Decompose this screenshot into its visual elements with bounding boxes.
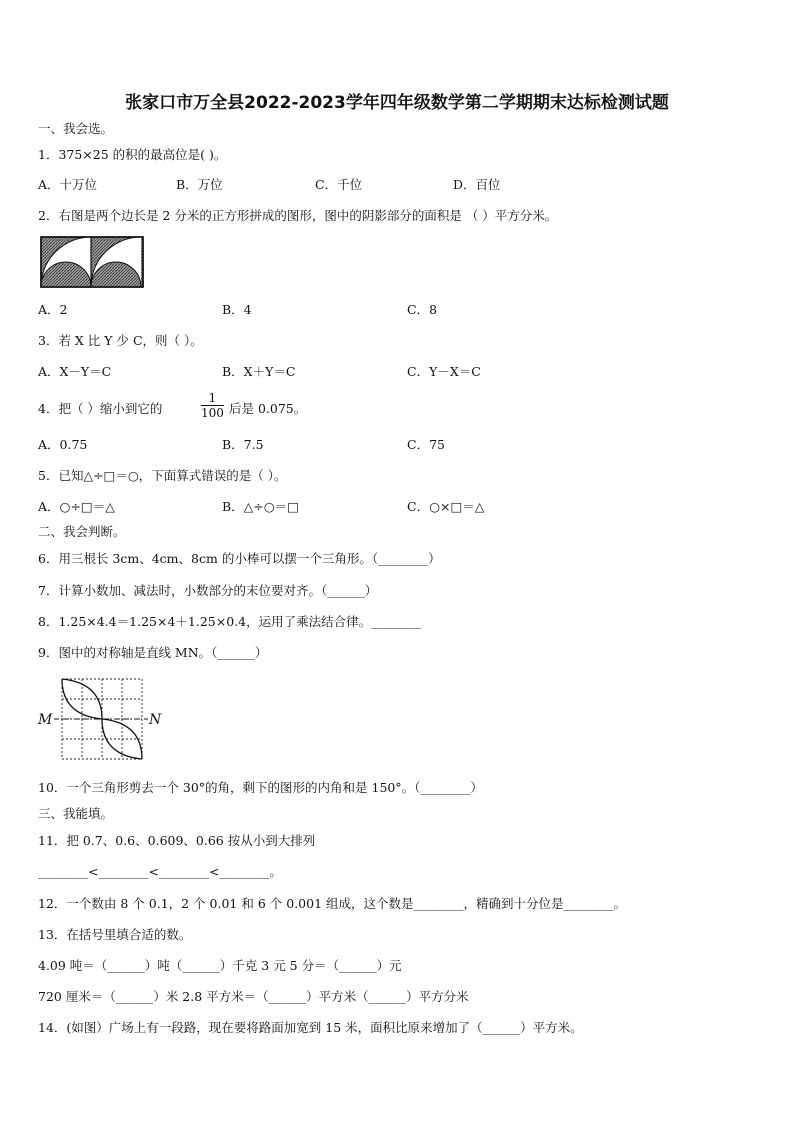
q1-option-a: A．十万位 [38,177,98,192]
q1-option-c: C．千位 [315,177,363,192]
q5-option-b: B．△÷○＝□ [222,499,299,514]
question-11: 11．把 0.7、0.6、0.609、0.66 按从小到大排列 [38,833,316,848]
question-13-line-1: 4.09 吨＝（______）吨（______）千克 3 元 5 分＝（______）元 [38,958,402,973]
question-12: 12．一个数由 8 个 0.1，2 个 0.01 和 6 个 0.001 组成，这个数是________，精确到十分位是________。 [38,896,626,911]
q9-label-n: N [149,712,162,728]
q4-option-b: B．7.5 [222,437,264,452]
q4-option-a: A．0.75 [38,437,88,452]
q4-fraction-numerator: 1 [201,391,224,406]
q3-option-b: B．X＋Y＝C [222,364,296,379]
question-9: 9．图中的对称轴是直线 MN。（______） [38,645,268,660]
section-heading-choice: 一、我会选。 [38,121,114,136]
question-13-line-2: 720 厘米＝（______）米 2.8 平方米＝（______）平方米（______）平方分米 [38,989,469,1004]
question-4-pre: 4．把（ ）缩小到它的 [38,401,163,416]
q4-fraction [201,391,224,420]
q3-option-a: A．X－Y＝C [38,364,112,379]
question-8: 8．1.25×4.4＝1.25×4＋1.25×0.4，运用了乘法结合律。________ [38,614,422,629]
question-2: 2．右图是两个边长是 2 分米的正方形拼成的图形，图中的阴影部分的面积是 （ ）平方分米。 [38,208,558,223]
q9-label-m: M [38,712,53,728]
q5-option-a: A．○÷□＝△ [38,499,115,514]
q1-option-d: D．百位 [453,177,501,192]
question-11-answer-line: ________<________<________<________。 [38,864,282,879]
question-1: 1．375×25 的积的最高位是( )。 [38,147,227,162]
q4-option-c: C．75 [407,437,445,452]
section-heading-fill: 三、我能填。 [38,806,114,821]
q9-figure-symmetry-grid [36,678,166,760]
question-5: 5．已知△÷□＝○，下面算式错误的是（ ）。 [38,468,287,483]
q1-option-b: B．万位 [176,177,223,192]
question-4-post: 后是 0.075。 [229,401,307,416]
q4-fraction-denominator: 100 [201,406,224,420]
section-heading-judge: 二、我会判断。 [38,524,126,539]
question-14: 14．(如图）广场上有一段路，现在要将路面加宽到 15 米，面积比原来增加了（______）平方米。 [38,1020,583,1035]
q3-option-c: C．Y－X＝C [407,364,481,379]
question-13: 13．在括号里填合适的数。 [38,927,192,942]
q2-option-b: B．4 [222,302,252,317]
q5-option-c: C．○×□＝△ [407,499,485,514]
question-6: 6．用三根长 3cm、4cm、8cm 的小棒可以摆一个三角形。（________） [38,551,441,566]
q2-figure-two-squares [40,236,144,288]
q2-option-c: C．8 [407,302,438,317]
question-3: 3．若 X 比 Y 少 C，则（ ）。 [38,333,203,348]
question-7: 7．计算小数加、减法时，小数部分的末位要对齐。（______） [38,583,378,598]
page-title: 张家口市万全县2022-2023学年四年级数学第二学期期末达标检测试题 [125,93,669,113]
q2-option-a: A．2 [38,302,68,317]
question-10: 10．一个三角形剪去一个 30°的角，剩下的图形的内角和是 150°。（________） [38,780,483,795]
